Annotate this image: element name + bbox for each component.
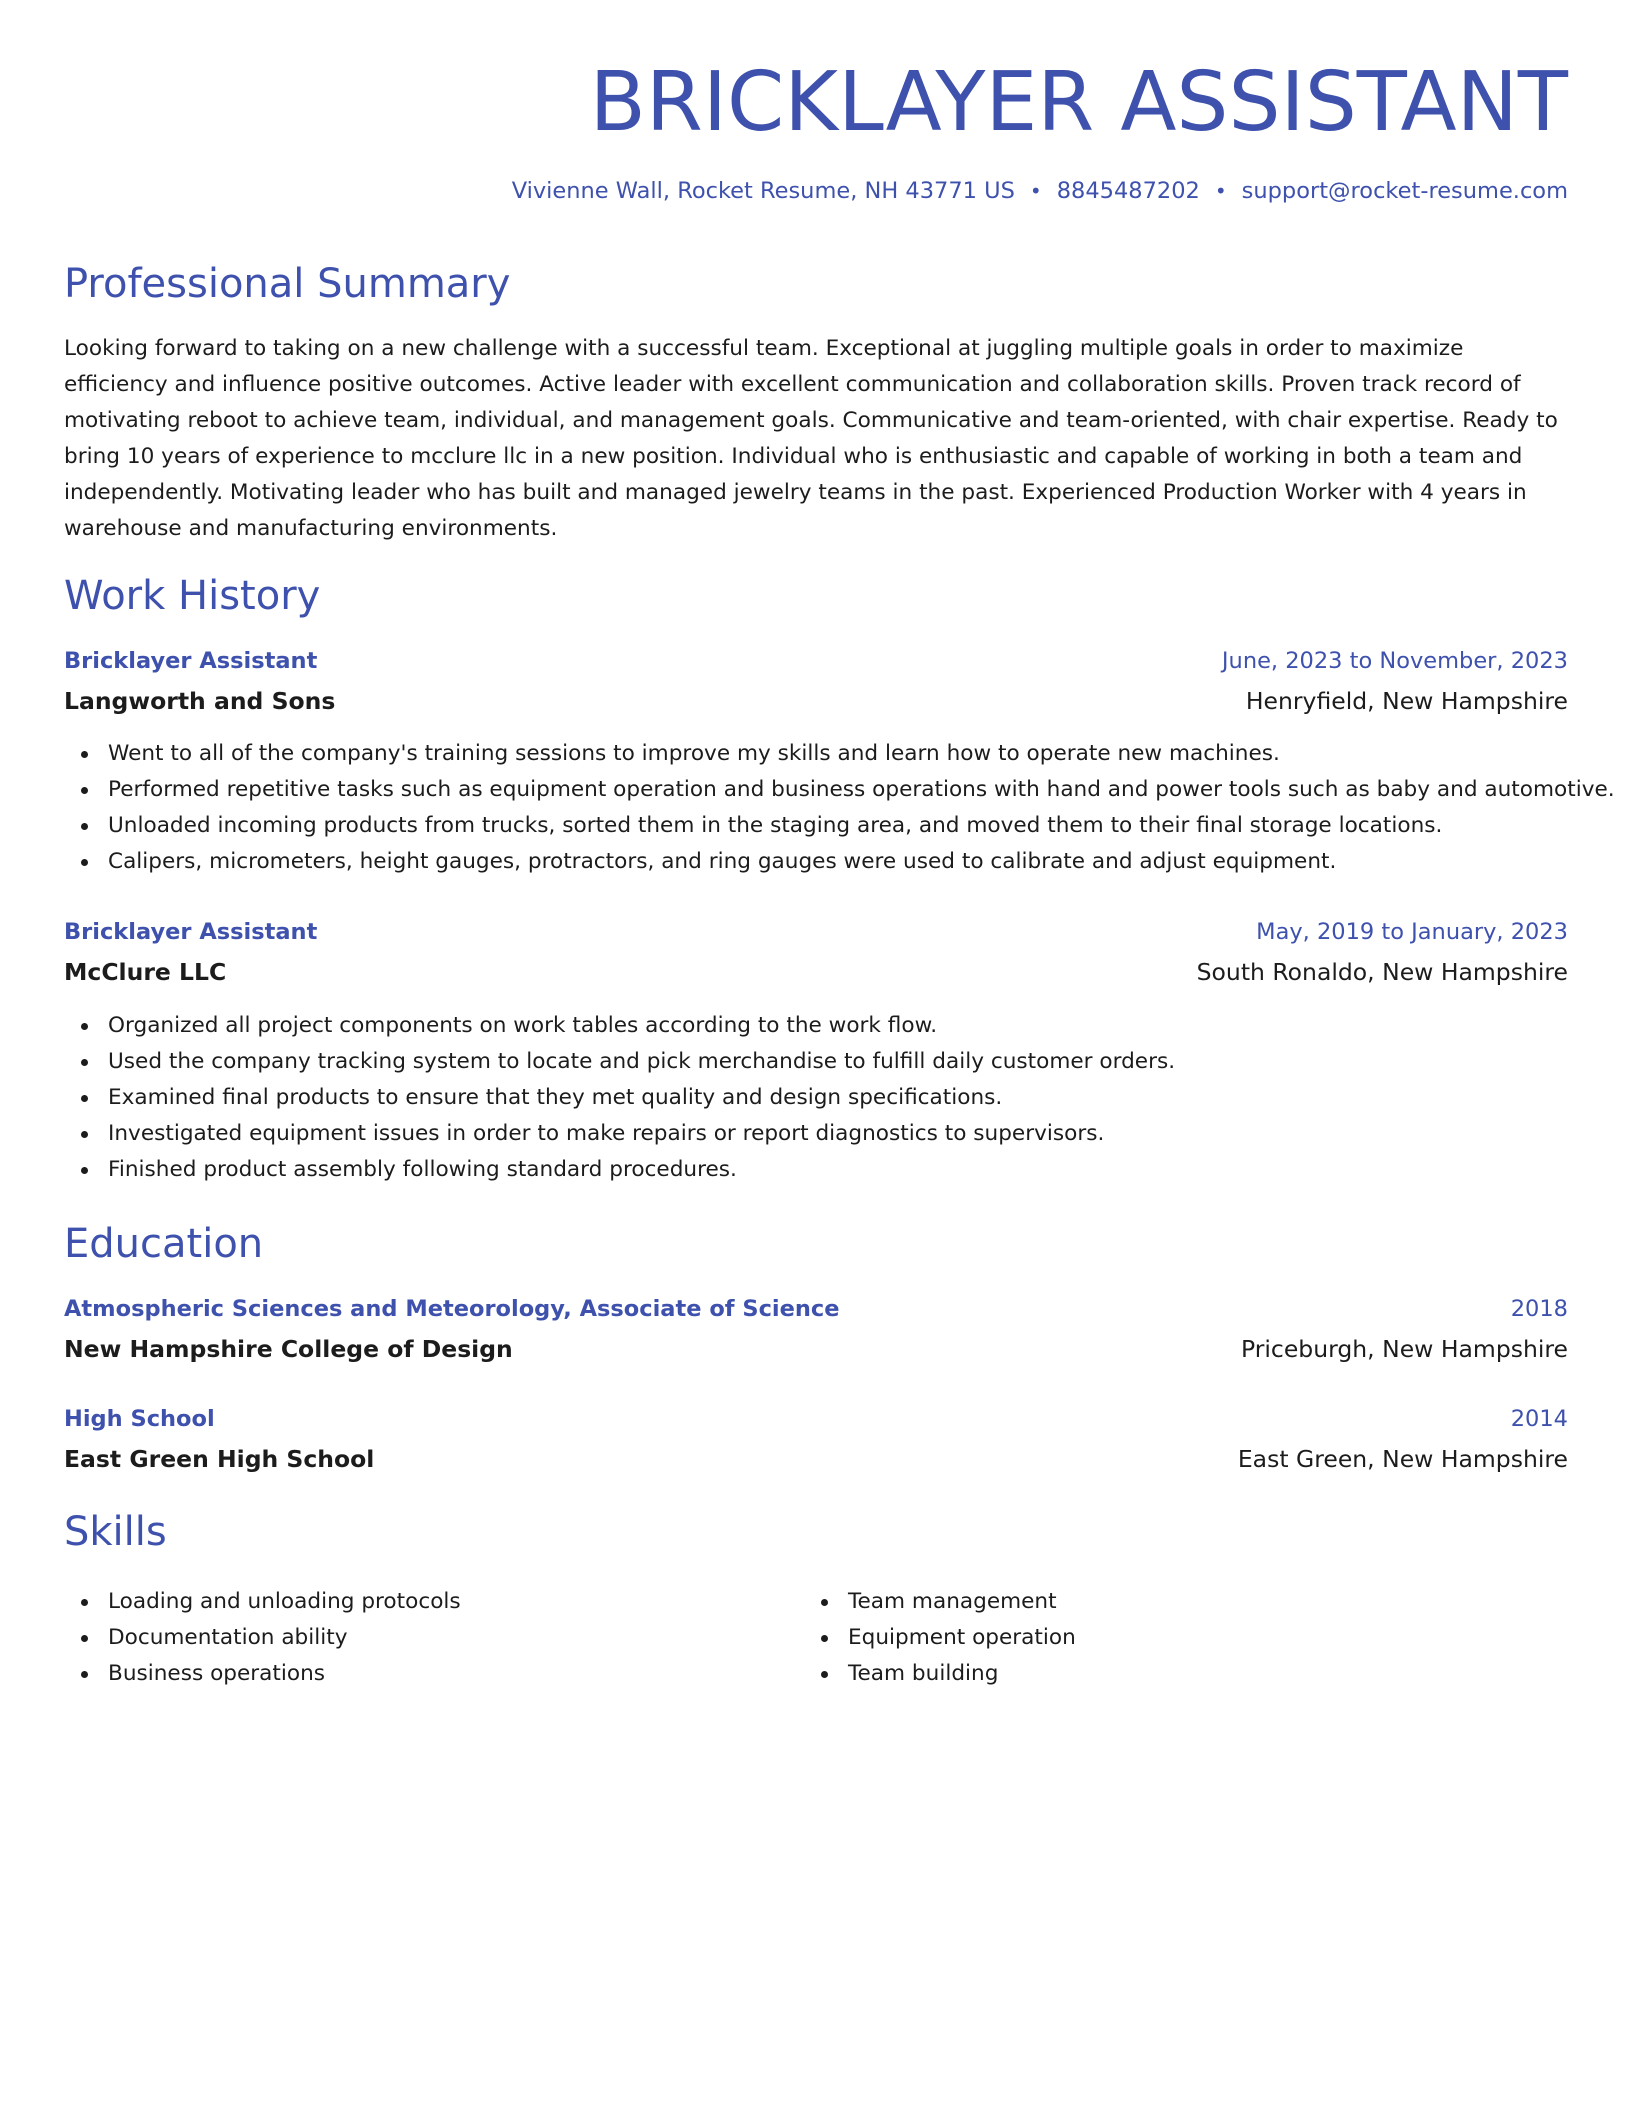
job-bullet: Examined final products to ensure that they met quality and design specifications. (64, 1080, 1568, 1116)
contact-phone: 8845487202 (1056, 178, 1200, 204)
job-company-row (64, 687, 1568, 715)
education-school: New Hampshire College of Design (64, 1335, 513, 1363)
education-header-row (64, 1296, 1568, 1322)
education-year: 2014 (1510, 1406, 1568, 1432)
job-bullet: Investigated equipment issues in order to make repairs or report diagnostics to supervisors. (64, 1116, 1568, 1152)
skill-item: Team building (804, 1656, 1544, 1692)
contact-email[interactable]: support@rocket-resume.com (1241, 178, 1568, 204)
contact-line (64, 176, 1568, 206)
education-location: East Green, New Hampshire (1237, 1445, 1568, 1473)
job-bullet-list (64, 1008, 1568, 1188)
skill-item: Business operations (64, 1656, 804, 1692)
job-location: Henryfield, New Hampshire (1245, 687, 1568, 715)
contact-address: Vivienne Wall, Rocket Resume, NH 43771 US (511, 178, 1015, 204)
job-bullet: Finished product assembly following standard procedures. (64, 1152, 1568, 1188)
resume-title: BRICKLAYER ASSISTANT (589, 55, 1568, 150)
job-bullet: Organized all project components on work tables according to the work flow. (64, 1008, 1568, 1044)
skills-list-left (64, 1584, 804, 1692)
work-history-heading: Work History (64, 573, 321, 619)
education-school: East Green High School (64, 1445, 375, 1473)
summary-text: Looking forward to taking on a new challenge with a successful team. Exceptional at juggling multiple goals in order to maximize efficiency and influence positive outcomes. Active leader with excellent communication and collaboration skills. Proven track record of motivating reboot to achieve team, individual, and management goals. Communicative and team-oriented, with chair expertise. Ready to bring 10 years of experience to mcclure llc in a new position. Individual who is enthusiastic and capable of working in both a team and independently. Motivating leader who has built and managed jewelry teams in the past. Experienced Production Worker with 4 years in warehouse and manufacturing environments. (64, 336, 1558, 541)
skills-heading: Skills (64, 1509, 167, 1555)
skill-item: Loading and unloading protocols (64, 1584, 804, 1620)
contact-separator: • (1029, 179, 1042, 203)
skill-item: Documentation ability (64, 1620, 804, 1656)
education-heading: Education (64, 1221, 264, 1267)
job-title: Bricklayer Assistant (64, 919, 318, 945)
job-company: Langworth and Sons (64, 687, 336, 715)
education-degree: High School (64, 1406, 215, 1432)
job-bullet: Calipers, micrometers, height gauges, protractors, and ring gauges were used to calibrate and adjust equipment. (64, 844, 1568, 880)
education-header-row (64, 1406, 1568, 1432)
contact-separator: • (1214, 179, 1227, 203)
job-company: McClure LLC (64, 958, 227, 986)
education-location: Priceburgh, New Hampshire (1240, 1335, 1568, 1363)
job-company-row (64, 958, 1568, 986)
skills-columns (64, 1584, 1568, 1692)
job-header-row (64, 919, 1568, 945)
education-school-row (64, 1445, 1568, 1473)
job-dates: June, 2023 to November, 2023 (1221, 648, 1568, 674)
job-bullet-list (64, 736, 1615, 880)
job-bullet: Used the company tracking system to locate and pick merchandise to fulfill daily customer orders. (64, 1044, 1568, 1080)
skills-list-right (804, 1584, 1544, 1692)
job-dates: May, 2019 to January, 2023 (1256, 919, 1568, 945)
skill-item: Equipment operation (804, 1620, 1544, 1656)
job-bullet: Performed repetitive tasks such as equipment operation and business operations with hand and power tools such as baby and automotive. (64, 772, 1568, 808)
job-bullet: Went to all of the company's training sessions to improve my skills and learn how to operate new machines. (64, 736, 1568, 772)
job-location: South Ronaldo, New Hampshire (1196, 958, 1568, 986)
education-school-row (64, 1335, 1568, 1363)
summary-heading: Professional Summary (64, 261, 511, 307)
job-bullet: Unloaded incoming products from trucks, sorted them in the staging area, and moved them to their final storage locations. (64, 808, 1568, 844)
education-year: 2018 (1510, 1296, 1568, 1322)
job-header-row (64, 648, 1568, 674)
job-title: Bricklayer Assistant (64, 648, 318, 674)
skill-item: Team management (804, 1584, 1544, 1620)
resume-page (64, 0, 1615, 1686)
education-degree: Atmospheric Sciences and Meteorology, Associate of Science (64, 1296, 840, 1322)
